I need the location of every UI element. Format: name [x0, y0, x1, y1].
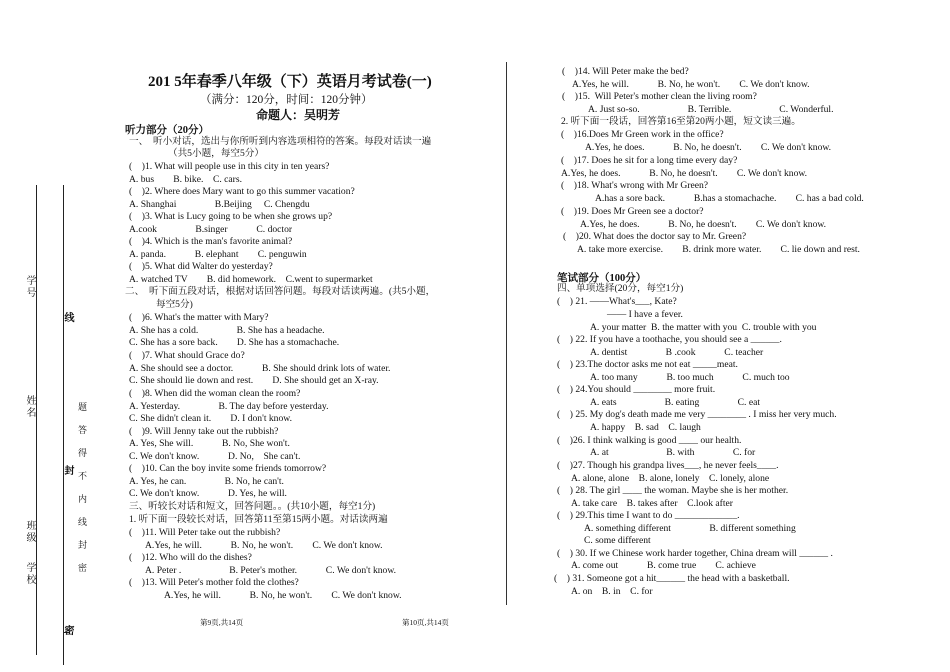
- left-line: A. Shanghai B.Beijing C. Chengdu: [129, 199, 310, 210]
- left-line: ( )9. Will Jenny take out the rubbish?: [129, 426, 279, 437]
- left-line: C. We don't know. D. No, She can't.: [129, 451, 301, 462]
- right-line: A.Yes, he will. B. No, he won't. C. We don't know.: [572, 79, 810, 90]
- right-line: A. take care B. takes after C.look after: [571, 498, 733, 509]
- left-line: A. She should see a doctor. B. She should drink lots of water.: [129, 363, 391, 374]
- left-line: ( )3. What is Lucy going to be when she grows up?: [129, 211, 333, 222]
- left-line: ( )10. Can the boy invite some friends tomorrow?: [129, 463, 327, 474]
- right-line: A. take more exercise. B. drink more water. C. lie down and rest.: [577, 244, 860, 255]
- left-line: C. She has a sore back. D. She has a stomachache.: [129, 337, 340, 348]
- left-line: 三、听较长对话和短文，回答问题。。(共10小题，每空1分): [129, 501, 376, 512]
- left-line: ( )1. What will people use in this city in ten years?: [129, 161, 330, 172]
- margin-notice: 题答得不内线封密: [77, 402, 87, 586]
- right-line: A. alone, alone B. alone, lonely C. lonely, alone: [571, 473, 770, 484]
- left-line: A. panda. B. elephant C. penguwin: [129, 249, 307, 260]
- left-line: A.Yes, he will. B. No, he won't. C. We don't know.: [145, 540, 383, 551]
- right-line: ( )26. I think walking is good ____ our health.: [557, 435, 742, 446]
- right-line: 2. 听下面一段话，回答第16至第20两小题，短文读三遍。: [561, 116, 801, 127]
- left-line: ( )11. Will Peter take out the rubbish?: [129, 527, 281, 538]
- right-line: A. dentist B .cook C. teacher: [590, 347, 764, 358]
- left-line: ( )5. What did Walter do yesterday?: [129, 261, 273, 272]
- left-line: A. Yes, She will. B. No, She won't.: [129, 438, 290, 449]
- left-line: A. Yes, he can. B. No, he can't.: [129, 476, 284, 487]
- left-line: ( )6. What's the matter with Mary?: [129, 312, 269, 323]
- right-line: ( )15. Will Peter's mother clean the living room?: [562, 91, 757, 102]
- right-line: A.Yes, he does. B. No, he doesn't. C. We don't know.: [561, 168, 808, 179]
- margin-seal-mi: 密: [62, 625, 73, 637]
- left-line: A. She has a cold. B. She has a headache.: [129, 325, 325, 336]
- right-line: A. at B. with C. for: [590, 447, 756, 458]
- right-line: —— I have a fever.: [607, 309, 683, 320]
- right-line: ( )17. Does he sit for a long time every day?: [561, 155, 738, 166]
- left-line: ( )4. Which is the man's favorite animal?: [129, 236, 293, 247]
- left-line: （共5小题，每空5分）: [168, 148, 264, 159]
- right-line: ( ) 29.This time I want to do _____________.: [557, 510, 740, 521]
- left-line: A. Yesterday. B. The day before yesterday.: [129, 401, 329, 412]
- right-line: A. something different B. different something: [584, 523, 796, 534]
- left-line: ( )12. Who will do the dishes?: [129, 552, 252, 563]
- right-line: A. happy B. sad C. laugh: [590, 422, 701, 433]
- left-line: A. bus B. bike. C. cars.: [129, 174, 242, 185]
- left-line: C. We don't know. D. Yes, he will.: [129, 488, 287, 499]
- column-divider: [506, 62, 507, 605]
- right-line: ( )27. Though his grandpa lives___, he never feels____.: [557, 460, 779, 471]
- right-line: ( ) 31. Someone got a hit______ the head with a basketball.: [554, 573, 790, 584]
- margin-seal-feng: 封: [62, 465, 73, 477]
- right-line: A. come out B. come true C. achieve: [571, 560, 756, 571]
- left-line: 二、 听下面五段对话，根据对话回答问题。每段对话读两遍。(共5小题，: [125, 286, 436, 297]
- right-line: ( ) 22. If you have a toothache, you should see a ______.: [557, 334, 782, 345]
- right-line: ( ) 25. My dog's death made me very ________ . I miss her very much.: [557, 409, 837, 420]
- right-line: ( ) 28. The girl ____ the woman. Maybe she is her mother.: [557, 485, 789, 496]
- page-footer-right: 第10页,共14页: [402, 618, 449, 627]
- margin-label-xuexiao: 学校: [24, 562, 35, 586]
- left-line: 1. 听下面一段较长对话，回答第11至第15两小题。对话读两遍: [129, 514, 388, 525]
- left-line: C. She should lie down and rest. D. She should get an X-ray.: [129, 375, 379, 386]
- page-footer-left: 第9页,共14页: [200, 618, 244, 627]
- right-line: A. your matter B. the matter with you C. trouble with you: [590, 322, 817, 333]
- left-line: 一、 听小对话，选出与你所听到内容选项相符的答案。每段对话读一遍: [129, 136, 432, 147]
- left-line: ( )7. What should Grace do?: [129, 350, 245, 361]
- right-line: C. some different: [584, 535, 651, 546]
- margin-line-inner: [63, 185, 64, 665]
- page-subtitle: （满分：120分，时间：120分钟）: [200, 94, 373, 106]
- left-line: A. Peter . B. Peter's mother. C. We don't know.: [145, 565, 397, 576]
- right-line: ( ) 30. If we Chinese work harder together, China dream will ______ .: [557, 548, 833, 559]
- margin-label-xuehao: 学号: [24, 275, 35, 299]
- left-line: ( )8. When did the woman clean the room?: [129, 388, 301, 399]
- right-line: A. on B. in C. for: [571, 586, 653, 597]
- margin-seal-xian: 线: [62, 312, 73, 324]
- left-line: 每空5分): [156, 299, 193, 310]
- right-line: ( )16.Does Mr Green work in the office?: [561, 129, 724, 140]
- right-line: ( ) 24.You should ________ more fruit.: [557, 384, 716, 395]
- right-line: ( )14. Will Peter make the bed?: [562, 66, 689, 77]
- page-title: 201 5年春季八年级（下）英语月考试卷(一): [148, 74, 432, 90]
- right-line: ( ) 23.The doctor asks me not eat _____meat.: [557, 359, 738, 370]
- left-line: C. She didn't clean it. D. I don't know.: [129, 413, 292, 424]
- margin-label-banji: 班级: [24, 520, 35, 544]
- right-line: A. Just so-so. B. Terrible. C. Wonderful.: [588, 104, 834, 115]
- left-line: ( )2. Where does Mary want to go this summer vacation?: [129, 186, 355, 197]
- left-line: A.Yes, he will. B. No, he won't. C. We don't know.: [164, 590, 402, 601]
- right-line: A.has a sore back. B.has a stomachache. C. has a bad cold.: [595, 193, 864, 204]
- right-line: A.Yes, he does. B. No, he doesn't. C. We don't know.: [580, 219, 827, 230]
- right-line: ( ) 21. ——What's___, Kate?: [557, 296, 677, 307]
- page-author: 命题人：吴明芳: [256, 108, 341, 122]
- right-line: 笔试部分（100分）: [557, 273, 647, 284]
- right-line: A. eats B. eating C. eat: [590, 397, 760, 408]
- left-line: ( )13. Will Peter's mother fold the clothes?: [129, 577, 299, 588]
- right-line: 四、单项选择(20分，每空1分): [557, 283, 684, 294]
- left-line: A.cook B.singer C. doctor: [129, 224, 293, 235]
- left-line: 听力部分（20分）: [125, 125, 209, 136]
- right-line: A.Yes, he does. B. No, he doesn't. C. We don't know.: [585, 142, 832, 153]
- right-line: A. too many B. too much C. much too: [590, 372, 790, 383]
- right-line: ( )19. Does Mr Green see a doctor?: [561, 206, 704, 217]
- right-line: ( )18. What's wrong with Mr Green?: [561, 180, 709, 191]
- left-line: A. watched TV B. did homework. C.went to supermarket: [129, 274, 373, 285]
- margin-label-xingming: 姓名: [24, 395, 35, 419]
- right-line: ( )20. What does the doctor say to Mr. Green?: [563, 231, 747, 242]
